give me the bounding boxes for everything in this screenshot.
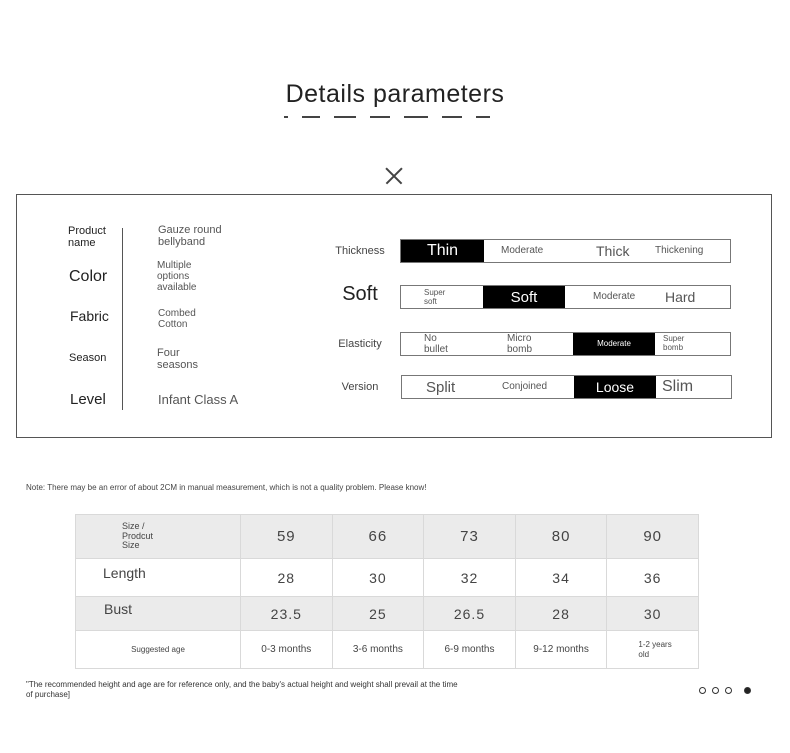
info-value-product-name: Gauze round bellyband [158, 224, 222, 249]
measurement-note: Note: There may be an error of about 2CM in manual measurement, which is not a quality problem. Please know! [26, 483, 427, 492]
page-title: Details parameters [285, 80, 505, 108]
scale-softness [400, 285, 731, 309]
scale-option-moderate[interactable]: Moderate [573, 333, 655, 355]
table-row-label: Length [76, 559, 241, 597]
info-label-color: Color [69, 268, 108, 285]
table-cell: 32 [424, 559, 516, 597]
pagination-dot[interactable] [725, 687, 732, 694]
scale-option-moderate[interactable]: Moderate [593, 291, 636, 302]
table-cell: 1-2 years old [607, 631, 699, 669]
scale-option-thin[interactable]: Thin [401, 240, 484, 262]
table-cell: 6-9 months [424, 631, 516, 669]
table-cell: 28 [241, 559, 333, 597]
attr-name-thickness: Thickness [335, 245, 385, 257]
table-cell: 28 [515, 597, 607, 631]
attr-name-soft: Soft [342, 283, 378, 305]
footnote: "The recommended height and age are for reference only, and the baby's actual height and weight shall prevail at the time of purchase] [26, 680, 458, 699]
scale-version [401, 375, 732, 399]
size-table [75, 514, 699, 669]
scale-option-thickening[interactable]: Thickening [655, 245, 704, 256]
scale-option-thick[interactable]: Thick [596, 243, 630, 259]
table-cell: 26.5 [424, 597, 516, 631]
table-header-row [76, 515, 699, 559]
table-cell: 3-6 months [332, 631, 424, 669]
table-row [76, 597, 699, 631]
table-cell: 30 [332, 559, 424, 597]
table-header-cell: 73 [424, 515, 516, 559]
table-cell: 9-12 months [515, 631, 607, 669]
info-label-level: Level [70, 391, 106, 408]
attr-name-version: Version [341, 381, 379, 393]
scale-option-micro-bomb[interactable]: Micro bomb [507, 332, 533, 355]
close-icon[interactable] [384, 166, 404, 186]
table-cell: 30 [607, 597, 699, 631]
info-label-fabric: Fabric [70, 308, 109, 324]
details-card [16, 194, 772, 438]
table-row-label: Bust [76, 597, 241, 631]
info-value-level: Infant Class A [158, 392, 239, 407]
scale-elasticity [400, 332, 731, 356]
info-value-fabric: Combed Cotton [158, 308, 196, 330]
scale-option-no-bullet[interactable]: No bullet [424, 332, 448, 355]
table-cell: 36 [607, 559, 699, 597]
scale-option-super-bomb[interactable]: Super bomb [663, 334, 685, 352]
table-cell: 23.5 [241, 597, 333, 631]
table-row [76, 559, 699, 597]
scale-thickness [400, 239, 731, 263]
scale-option-split[interactable]: Split [426, 378, 456, 396]
info-label-product-name: Product name [68, 225, 106, 250]
info-value-season: Four seasons [157, 347, 198, 372]
pagination-dot-active[interactable] [744, 687, 751, 694]
scale-option-hard[interactable]: Hard [665, 289, 696, 305]
scale-option-conjoined[interactable]: Conjoined [502, 381, 548, 392]
scale-option-soft[interactable]: Soft [483, 286, 565, 308]
table-header-cell: Size / Prodcut Size [76, 515, 241, 559]
pagination-dot[interactable] [712, 687, 719, 694]
pagination-dot[interactable] [699, 687, 706, 694]
info-label-season: Season [69, 352, 107, 364]
title-decoration [270, 116, 520, 130]
table-row [76, 631, 699, 669]
table-header-cell: 90 [607, 515, 699, 559]
table-header-cell: 80 [515, 515, 607, 559]
table-header-cell: 59 [241, 515, 333, 559]
attr-name-elasticity: Elasticity [338, 338, 382, 350]
scale-option-super-soft[interactable]: Super soft [424, 287, 446, 306]
scale-option-slim[interactable]: Slim [662, 378, 694, 395]
table-header-cell: 66 [332, 515, 424, 559]
table-cell: 34 [515, 559, 607, 597]
scale-option-loose[interactable]: Loose [574, 376, 656, 398]
divider [122, 228, 123, 410]
info-value-color: Multiple options available [157, 260, 197, 293]
table-row-label: Suggested age [76, 631, 241, 669]
scale-option-moderate[interactable]: Moderate [501, 245, 544, 256]
table-cell: 0-3 months [241, 631, 333, 669]
table-cell: 25 [332, 597, 424, 631]
